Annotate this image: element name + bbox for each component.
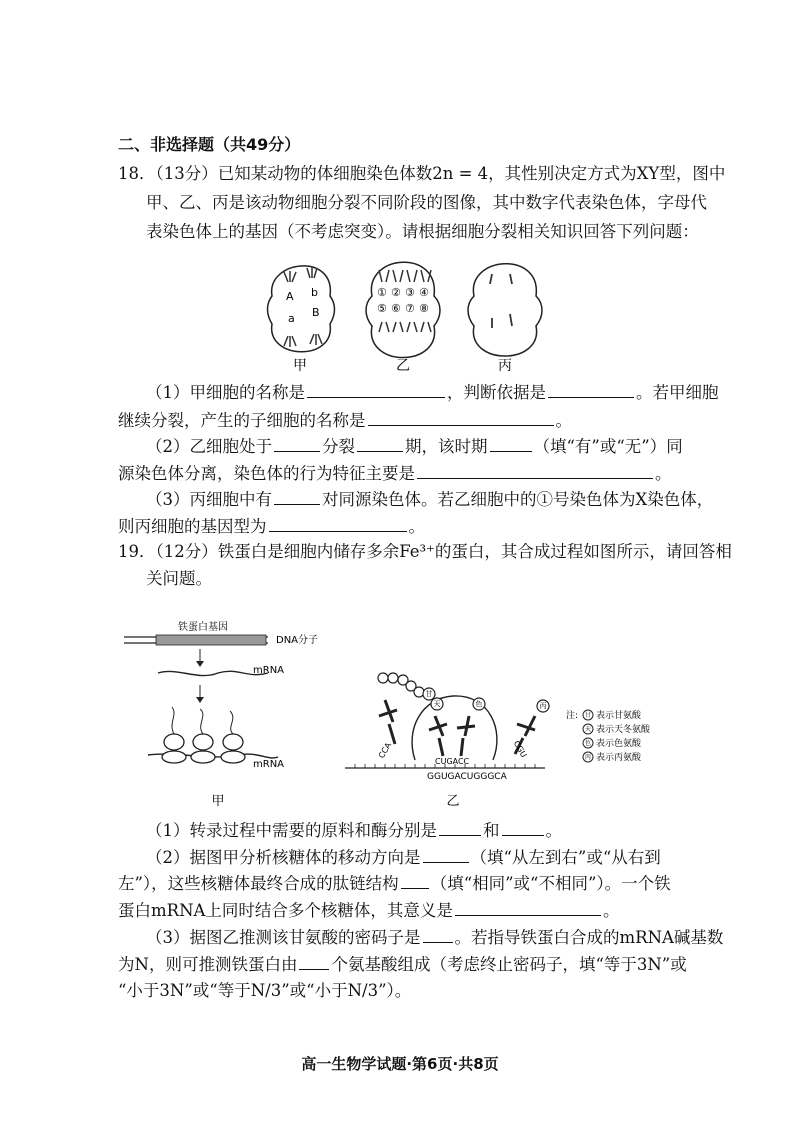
q18-p1-text-c: 。若甲细胞 bbox=[636, 383, 719, 402]
fig18-label-jia: 甲 bbox=[293, 358, 307, 374]
anticodon-cca: CCA bbox=[376, 741, 394, 760]
anticodon-cugacc: CUGACC bbox=[435, 757, 470, 766]
q18-p1-blank-2[interactable] bbox=[548, 381, 634, 398]
gene-B: B bbox=[312, 306, 320, 319]
q19-p3-text-d: 个氨基酸组成（考虑终止密码子，填“等于3N”或 bbox=[331, 955, 687, 974]
q19-p1-text-b: 和 bbox=[483, 821, 500, 840]
q19-p2-blank-2[interactable] bbox=[401, 872, 429, 889]
dna-label: DNA分子 bbox=[276, 635, 319, 646]
page-footer: 高一生物学试题·第6页·共8页 bbox=[301, 1055, 499, 1073]
mrna-label-1: mRNA bbox=[253, 665, 285, 676]
chrom-3: ③ bbox=[405, 286, 415, 299]
q18-p1-text-a: （1）甲细胞的名称是 bbox=[146, 383, 305, 402]
q18-p1-blank-1[interactable] bbox=[307, 381, 445, 398]
cell-jia bbox=[268, 266, 335, 352]
translation-figure-yi bbox=[335, 660, 565, 810]
legend-icon-ala: 丙 bbox=[584, 754, 592, 761]
aa-gly-1: 甘 bbox=[425, 690, 433, 698]
q19-p3-line1 bbox=[146, 926, 723, 949]
q19-p2-blank-3[interactable] bbox=[455, 899, 601, 916]
q18-p2-text-c: 期，该时期 bbox=[405, 437, 488, 456]
q18-p3-text-b: 对同源染色体。若乙细胞中的①号染色体为X染色体， bbox=[322, 490, 714, 509]
legend-item-gly: 表示甘氨酸 bbox=[596, 711, 642, 721]
legend-icon-trp: 色 bbox=[584, 740, 592, 747]
q18-p2-text-f: 。 bbox=[655, 464, 672, 483]
q18-stem-line3: 表染色体上的基因（不考虑突变）。请根据细胞分裂相关知识回答下列问题： bbox=[146, 222, 699, 241]
q18-p2-line2 bbox=[118, 462, 672, 485]
q19-p3-text-c: 为N，则可推测铁蛋白由 bbox=[118, 955, 298, 974]
chrom-6: ⑥ bbox=[391, 302, 401, 315]
anticodon-cgu: CGU bbox=[511, 739, 529, 760]
fig18-label-bing: 丙 bbox=[498, 358, 512, 374]
chrom-1: ① bbox=[377, 286, 387, 299]
legend-icon-asp: 天 bbox=[584, 726, 592, 733]
q19-p3-text-b: 。若指导铁蛋白合成的mRNA碱基数 bbox=[454, 928, 724, 947]
cell-division-figure bbox=[260, 244, 560, 374]
q19-p2-line2 bbox=[118, 872, 671, 895]
q18-stem-line2: 甲、乙、丙是该动物细胞分裂不同阶段的图像，其中数字代表染色体，字母代 bbox=[146, 193, 707, 212]
q19-p1-text-c: 。 bbox=[545, 821, 562, 840]
q19-stem-line2: 关问题。 bbox=[146, 569, 212, 588]
q19-p2-line3 bbox=[118, 899, 619, 922]
q19-p2-text-f: 。 bbox=[602, 901, 620, 920]
aa-ala: 丙 bbox=[539, 702, 547, 710]
q19-p3-blank-2[interactable] bbox=[299, 953, 329, 970]
q19-p2-text-b: （填“从左到右”或“从右到 bbox=[470, 848, 661, 867]
q18-p3-text-a: （3）丙细胞中有 bbox=[146, 490, 272, 509]
legend-icon-gly: 甘 bbox=[584, 712, 592, 719]
chrom-4: ④ bbox=[419, 286, 429, 299]
section-title: 二、非选择题（共49分） bbox=[118, 135, 301, 154]
chrom-5: ⑤ bbox=[377, 302, 387, 315]
q19-p3-line2 bbox=[118, 953, 687, 976]
cell-bing bbox=[468, 264, 542, 356]
q19-p1-blank-1[interactable] bbox=[439, 819, 481, 836]
mrna-sequence: GGUGACUGGGCA bbox=[427, 772, 507, 782]
translation-figure-jia bbox=[118, 615, 338, 815]
q18-p3-line2 bbox=[118, 515, 425, 538]
legend-title: 注: bbox=[566, 711, 579, 721]
q18-p2-text-e: 源染色体分离，染色体的行为特征主要是 bbox=[118, 464, 415, 483]
gene-a: a bbox=[288, 312, 295, 325]
q19-p2-text-a: （2）据图甲分析核糖体的移动方向是 bbox=[146, 848, 421, 867]
q19-stem-line1: 19．（12分）铁蛋白是细胞内储存多余Fe³⁺的蛋白，其合成过程如图所示，请回答相 bbox=[118, 542, 732, 561]
q18-p2-text-b: 分裂 bbox=[322, 437, 355, 456]
q18-p1-text-e: 。 bbox=[555, 411, 572, 430]
chrom-7: ⑦ bbox=[405, 302, 415, 315]
fig19-caption-jia: 甲 bbox=[211, 794, 225, 809]
q19-p3-line3: “小于3N”或“等于N/3”或“小于N/3”）。 bbox=[118, 981, 412, 1000]
q18-p3-blank-2[interactable] bbox=[269, 515, 407, 532]
q18-p1-blank-3[interactable] bbox=[368, 409, 554, 426]
mrna-label-2: mRNA bbox=[253, 759, 285, 770]
q18-p3-blank-1[interactable] bbox=[274, 488, 320, 505]
q18-p2-blank-1[interactable] bbox=[274, 435, 320, 452]
aa-trp: 色 bbox=[475, 700, 483, 708]
gene-b: b bbox=[311, 286, 318, 299]
q18-p1-text-b: ，判断依据是 bbox=[447, 383, 546, 402]
q19-p2-text-c: 左”），这些核糖体最终合成的肽链结构 bbox=[118, 874, 399, 893]
q19-p3-text-a: （3）据图乙推测该甘氨酸的密码子是 bbox=[146, 928, 421, 947]
q19-p2-text-d: （填“相同”或“不相同”）。一个铁 bbox=[430, 874, 671, 893]
legend-item-asp: 表示天冬氨酸 bbox=[596, 725, 651, 735]
q18-p3-line1 bbox=[146, 488, 713, 511]
legend-item-trp: 表示色氨酸 bbox=[596, 739, 642, 749]
q18-p2-line1 bbox=[146, 435, 683, 458]
q19-p2-text-e: 蛋白mRNA上同时结合多个核糖体，其意义是 bbox=[118, 901, 453, 920]
q18-p1-line2 bbox=[118, 409, 572, 432]
legend-item-ala: 表示丙氨酸 bbox=[596, 753, 642, 763]
q18-p3-text-c: 则丙细胞的基因型为 bbox=[118, 517, 267, 536]
q19-p1-line1 bbox=[146, 819, 562, 842]
q18-p1-text-d: 继续分裂，产生的子细胞的名称是 bbox=[118, 411, 366, 430]
q19-p3-blank-1[interactable] bbox=[423, 926, 453, 943]
chrom-2: ② bbox=[391, 286, 401, 299]
cell-yi bbox=[366, 262, 440, 357]
q18-p2-blank-4[interactable] bbox=[417, 462, 653, 479]
q18-p2-text-a: （2）乙细胞处于 bbox=[146, 437, 272, 456]
q19-p1-text-a: （1）转录过程中需要的原料和酶分别是 bbox=[146, 821, 437, 840]
gene-label: 铁蛋白基因 bbox=[178, 622, 228, 633]
q18-p2-blank-3[interactable] bbox=[490, 435, 532, 452]
chrom-8: ⑧ bbox=[419, 302, 429, 315]
q18-stem-line1: 18．（13分）已知某动物的体细胞染色体数2n = 4，其性别决定方式为XY型，图中 bbox=[118, 164, 726, 183]
aa-asp: 天 bbox=[433, 700, 441, 708]
q19-p1-blank-2[interactable] bbox=[502, 819, 544, 836]
q18-p2-blank-2[interactable] bbox=[357, 435, 403, 452]
fig19-caption-yi: 乙 bbox=[446, 794, 460, 809]
q18-p2-text-d: （填“有”或“无”）同 bbox=[533, 437, 683, 456]
gene-A: A bbox=[286, 290, 294, 303]
amino-acid-legend bbox=[566, 708, 686, 768]
fig18-label-yi: 乙 bbox=[396, 358, 410, 374]
q18-p1-line1 bbox=[146, 381, 719, 404]
q19-p2-line1 bbox=[146, 846, 661, 869]
q18-p3-text-d: 。 bbox=[408, 517, 425, 536]
q19-p2-blank-1[interactable] bbox=[423, 846, 469, 863]
